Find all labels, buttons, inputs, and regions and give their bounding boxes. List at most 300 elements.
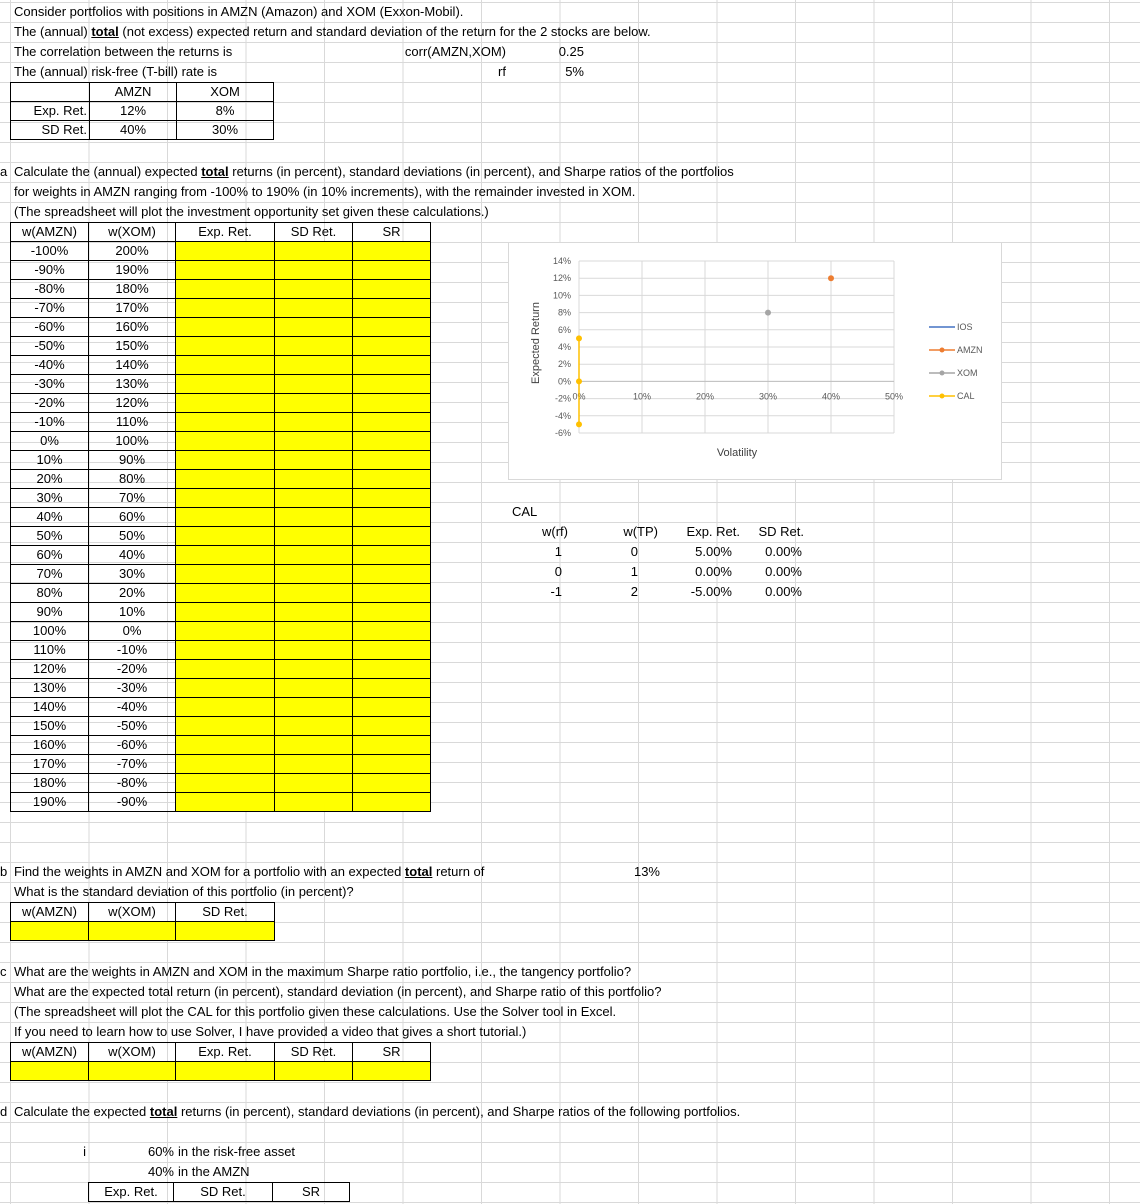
w-amzn-cell[interactable]: -70% [11,299,89,318]
w-amzn-cell[interactable]: 160% [11,736,89,755]
w-xom-cell[interactable]: -40% [89,698,176,717]
weights-row [11,318,431,337]
part-c-header-sr: SR [353,1043,431,1062]
part-a-line-1-pre: Calculate the (annual) expected [14,164,202,179]
w-xom-cell[interactable]: 80% [89,470,176,489]
sd-ret-answer-cell[interactable] [275,755,353,774]
w-amzn-cell[interactable]: -100% [11,242,89,261]
w-amzn-cell[interactable]: 30% [11,489,89,508]
sr-answer-cell[interactable] [353,641,431,660]
weights-row [11,489,431,508]
exp-ret-answer-cell[interactable] [176,413,275,432]
w-xom-cell[interactable]: 40% [89,546,176,565]
weights-table [10,222,431,812]
part-b-line-2: What is the standard deviation of this portfolio (in percent)? [14,884,354,899]
sd-ret-answer-cell[interactable] [275,546,353,565]
w-xom-cell[interactable]: 160% [89,318,176,337]
cal-header: w(TP) [623,524,658,539]
sd-ret-answer-cell[interactable] [275,584,353,603]
part-d-line-1-post: returns (in percent), standard deviations (in percent), and Sharpe ratios of the following portfolios. [177,1104,741,1119]
chart-y-tick-label: 4% [557,342,571,352]
weights-row [11,470,431,489]
w-amzn-cell[interactable]: -20% [11,394,89,413]
part-d-table [88,1182,350,1202]
exp-ret-answer-cell[interactable] [176,394,275,413]
w-xom-cell[interactable]: 190% [89,261,176,280]
sd-ret-answer-cell[interactable] [275,603,353,622]
sd-ret-answer-cell[interactable] [275,242,353,261]
sr-answer-cell[interactable] [353,793,431,812]
w-xom-cell[interactable]: -70% [89,755,176,774]
sd-ret-answer-cell[interactable] [275,337,353,356]
part-c-header-exp-ret: Exp. Ret. [176,1043,275,1062]
sd-ret-answer-cell[interactable] [275,736,353,755]
cal-cell[interactable]: 0 [554,564,562,579]
w-xom-cell[interactable]: 0% [89,622,176,641]
ios-chart [508,242,1002,480]
weights-row [11,375,431,394]
part-c-answer-exp-ret[interactable] [176,1062,275,1081]
ios-chart-svg [509,243,1001,479]
cal-cell[interactable]: 0.00% [765,544,802,559]
part-d-header-sr: SR [273,1183,350,1202]
sr-answer-cell[interactable] [353,584,431,603]
weights-row [11,717,431,736]
stock-row-label: SD Ret. [11,121,90,140]
intro-line-1: Consider portfolios with positions in AMZN (Amazon) and XOM (Exxon-Mobil). [14,4,464,19]
sr-answer-cell[interactable] [353,717,431,736]
sr-answer-cell[interactable] [353,470,431,489]
exp-ret-answer-cell[interactable] [176,603,275,622]
exp-ret-answer-cell[interactable] [176,318,275,337]
weights-row [11,394,431,413]
header-w-amzn: w(AMZN) [11,223,89,242]
sr-answer-cell[interactable] [353,755,431,774]
chart-y-ticks [553,256,571,438]
intro-line-2 [14,22,651,42]
point-cal [576,378,582,384]
w-amzn-cell[interactable]: 130% [11,679,89,698]
cal-header: w(rf) [542,524,568,539]
header-sr: SR [353,223,431,242]
w-xom-cell[interactable]: 200% [89,242,176,261]
part-b-target[interactable]: 13% [633,864,660,879]
part-c-header-w-amzn: w(AMZN) [11,1043,89,1062]
w-amzn-cell[interactable]: 10% [11,451,89,470]
part-b-header-sd-ret: SD Ret. [176,903,275,922]
chart-y-tick-label: 14% [552,256,571,266]
exp-ret-answer-cell[interactable] [176,774,275,793]
w-amzn-cell[interactable]: 90% [11,603,89,622]
chart-y-tick-label: 2% [557,359,571,370]
part-d-text-rf: in the risk-free asset [178,1144,296,1159]
w-xom-cell[interactable]: -30% [89,679,176,698]
part-a-line-3: (The spreadsheet will plot the investment opportunity set given these calculations.) [14,204,489,219]
legend-label-cal: CAL [957,391,975,401]
w-xom-cell[interactable]: 10% [89,603,176,622]
sd-ret-answer-cell[interactable] [275,318,353,337]
chart-y-tick-label: 12% [552,273,571,284]
sr-answer-cell[interactable] [353,565,431,584]
w-xom-cell[interactable]: 50% [89,527,176,546]
exp-ret-answer-cell[interactable] [176,356,275,375]
part-c-answer-sr[interactable] [353,1062,431,1081]
w-amzn-cell[interactable]: 190% [11,793,89,812]
exp-ret-answer-cell[interactable] [176,242,275,261]
part-c-table [10,1042,431,1081]
part-c-header-sd-ret: SD Ret. [275,1043,353,1062]
w-amzn-cell[interactable]: 60% [11,546,89,565]
chart-y-label: Expected Return [530,302,542,384]
w-xom-cell[interactable]: 180% [89,280,176,299]
sr-answer-cell[interactable] [353,451,431,470]
corr-value[interactable]: 0.25 [558,44,584,59]
cal-cell[interactable]: 0.00% [765,564,802,579]
part-c-answer-sd-ret[interactable] [275,1062,353,1081]
sr-answer-cell[interactable] [353,508,431,527]
intro-line-2-bold: total [91,24,119,39]
part-d-text-amzn: in the AMZN [178,1164,250,1179]
stock-cell[interactable]: 40% [90,121,177,140]
w-amzn-cell[interactable]: 20% [11,470,89,489]
chart-x-tick-label: 30% [758,391,778,402]
weights-row [11,603,431,622]
part-d-line-1 [14,1102,740,1122]
part-b-line-1-pre: Find the weights in AMZN and XOM for a portfolio with an expected [14,864,405,879]
part-c-header-w-xom: w(XOM) [89,1043,176,1062]
sr-answer-cell[interactable] [353,698,431,717]
sr-answer-cell[interactable] [353,375,431,394]
sd-ret-answer-cell[interactable] [275,432,353,451]
part-d-line-1-bold: total [149,1104,178,1119]
w-amzn-cell[interactable]: -90% [11,261,89,280]
w-amzn-cell[interactable]: 120% [11,660,89,679]
exp-ret-answer-cell[interactable] [176,299,275,318]
exp-ret-answer-cell[interactable] [176,451,275,470]
w-amzn-cell[interactable]: -60% [11,318,89,337]
weights-row [11,413,431,432]
w-amzn-cell[interactable]: -80% [11,280,89,299]
w-amzn-cell[interactable]: 70% [11,565,89,584]
stock-cell[interactable]: 30% [177,121,274,140]
sr-answer-cell[interactable] [353,413,431,432]
w-amzn-cell[interactable]: 140% [11,698,89,717]
sd-ret-answer-cell[interactable] [275,280,353,299]
stock-header-amzn: AMZN [90,83,177,102]
point-cal [576,335,582,341]
cal-cell[interactable]: 5.00% [695,544,732,559]
weights-row [11,508,431,527]
w-amzn-cell[interactable]: 170% [11,755,89,774]
sr-answer-cell[interactable] [353,337,431,356]
weights-row [11,679,431,698]
weights-row [11,698,431,717]
legend-marker-cal [940,394,945,399]
header-w-xom: w(XOM) [89,223,176,242]
w-amzn-cell[interactable]: 50% [11,527,89,546]
exp-ret-answer-cell[interactable] [176,717,275,736]
w-amzn-cell[interactable]: 180% [11,774,89,793]
part-b-answer-w-amzn[interactable] [11,922,89,941]
w-xom-cell[interactable]: 120% [89,394,176,413]
header-exp-ret: Exp. Ret. [176,223,275,242]
w-xom-cell[interactable]: 150% [89,337,176,356]
part-a-line-2: for weights in AMZN ranging from -100% to 190% (in 10% increments), with the remainder invested in XOM. [14,184,636,199]
sd-ret-answer-cell[interactable] [275,660,353,679]
sr-answer-cell[interactable] [353,394,431,413]
part-b-letter: b [0,864,8,879]
part-b-table [10,902,275,941]
sd-ret-answer-cell[interactable] [275,679,353,698]
part-d-pct-amzn[interactable]: 40% [147,1164,174,1179]
exp-ret-answer-cell[interactable] [176,660,275,679]
sr-answer-cell[interactable] [353,280,431,299]
chart-x-label: Volatility [716,447,758,459]
exp-ret-answer-cell[interactable] [176,489,275,508]
cal-cell[interactable]: -5.00% [690,584,732,599]
sd-ret-answer-cell[interactable] [275,489,353,508]
part-c-line-2: What are the expected total return (in percent), standard deviation (in percent), and Sharpe ratio of this portfolio? [14,984,662,999]
sd-ret-answer-cell[interactable] [275,641,353,660]
stock-cell[interactable]: 8% [177,102,274,121]
part-d-item-i: i [83,1144,86,1159]
weights-row [11,584,431,603]
weights-row [11,337,431,356]
part-c-line-4: If you need to learn how to use Solver, I have provided a video that gives a short tutorial.) [14,1024,527,1039]
w-xom-cell[interactable]: 130% [89,375,176,394]
w-xom-cell[interactable]: -50% [89,717,176,736]
exp-ret-answer-cell[interactable] [176,698,275,717]
part-b-line-1-post: return of [432,864,485,879]
w-amzn-cell[interactable]: 110% [11,641,89,660]
weights-row [11,622,431,641]
chart-y-tick-label: 6% [557,324,571,335]
sd-ret-answer-cell[interactable] [275,527,353,546]
sd-ret-answer-cell[interactable] [275,451,353,470]
exp-ret-answer-cell[interactable] [176,622,275,641]
weights-row [11,261,431,280]
cal-cell[interactable]: 0 [630,544,638,559]
sr-answer-cell[interactable] [353,679,431,698]
w-amzn-cell[interactable]: 150% [11,717,89,736]
sd-ret-answer-cell[interactable] [275,394,353,413]
sd-ret-answer-cell[interactable] [275,717,353,736]
chart-y-tick-label: 0% [557,376,571,387]
point-xom [765,310,771,316]
sd-ret-answer-cell[interactable] [275,565,353,584]
part-a-letter: a [0,164,8,179]
sd-ret-answer-cell[interactable] [275,470,353,489]
header-sd-ret: SD Ret. [275,223,353,242]
intro-line-2-pre: The (annual) [14,24,92,39]
sr-answer-cell[interactable] [353,546,431,565]
part-c-letter: c [0,964,7,979]
corr-label: The correlation between the returns is [14,44,233,59]
weights-row [11,280,431,299]
sr-answer-cell[interactable] [353,299,431,318]
chart-x-tick-label: 40% [821,391,841,402]
sd-ret-answer-cell[interactable] [275,375,353,394]
sr-answer-cell[interactable] [353,432,431,451]
exp-ret-answer-cell[interactable] [176,565,275,584]
sd-ret-answer-cell[interactable] [275,698,353,717]
weights-body [11,242,431,812]
sr-answer-cell[interactable] [353,774,431,793]
w-xom-cell[interactable]: 100% [89,432,176,451]
point-cal [576,421,582,427]
w-xom-cell[interactable]: -20% [89,660,176,679]
w-xom-cell[interactable]: 90% [89,451,176,470]
weights-row [11,736,431,755]
cal-cell[interactable]: -1 [550,584,562,599]
weights-row [11,793,431,812]
weights-row [11,242,431,261]
chart-y-tick-label: -4% [554,410,571,421]
stock-header-xom: XOM [177,83,274,102]
w-xom-cell[interactable]: 140% [89,356,176,375]
legend-marker-amzn [940,348,945,353]
sr-answer-cell[interactable] [353,489,431,508]
exp-ret-answer-cell[interactable] [176,375,275,394]
sd-ret-answer-cell[interactable] [275,508,353,527]
exp-ret-answer-cell[interactable] [176,337,275,356]
exp-ret-answer-cell[interactable] [176,546,275,565]
sd-ret-answer-cell[interactable] [275,793,353,812]
chart-x-tick-label: 20% [695,391,715,402]
part-d-header-sd-ret: SD Ret. [174,1183,273,1202]
sr-answer-cell[interactable] [353,261,431,280]
rf-label: The (annual) risk-free (T-bill) rate is [14,64,217,79]
weights-row [11,546,431,565]
exp-ret-answer-cell[interactable] [176,793,275,812]
w-amzn-cell[interactable]: -40% [11,356,89,375]
part-c-line-1: What are the weights in AMZN and XOM in the maximum Sharpe ratio portfolio, i.e., the tangency portfolio? [14,964,632,979]
sr-answer-cell[interactable] [353,356,431,375]
sd-ret-answer-cell[interactable] [275,356,353,375]
sr-answer-cell[interactable] [353,736,431,755]
chart-grid [579,261,894,433]
cal-cell[interactable]: 2 [630,584,638,599]
weights-row [11,432,431,451]
part-d-letter: d [0,1104,8,1119]
w-amzn-cell[interactable]: -50% [11,337,89,356]
stock-cell[interactable]: 12% [90,102,177,121]
part-d-pct-rf[interactable]: 60% [147,1144,174,1159]
exp-ret-answer-cell[interactable] [176,508,275,527]
exp-ret-answer-cell[interactable] [176,527,275,546]
point-amzn [828,275,834,281]
exp-ret-answer-cell[interactable] [176,641,275,660]
part-b-line-1 [14,862,484,882]
w-xom-cell[interactable]: 110% [89,413,176,432]
weights-row [11,565,431,584]
rf-value[interactable]: 5% [565,64,584,79]
intro-line-2-post: (not excess) expected return and standard deviation of the return for the 2 stocks are below. [118,24,651,39]
weights-row [11,299,431,318]
cal-cell[interactable]: 1 [554,544,562,559]
w-amzn-cell[interactable]: -10% [11,413,89,432]
part-b-header-w-amzn: w(AMZN) [11,903,89,922]
weights-row [11,755,431,774]
stock-table [10,82,274,140]
part-b-answer-sd-ret[interactable] [176,922,275,941]
chart-x-tick-label: 10% [632,391,652,402]
sr-answer-cell[interactable] [353,527,431,546]
sr-answer-cell[interactable] [353,603,431,622]
sr-answer-cell[interactable] [353,622,431,641]
exp-ret-answer-cell[interactable] [176,736,275,755]
stock-row-label: Exp. Ret. [11,102,90,121]
part-c-answer-w-amzn[interactable] [11,1062,89,1081]
chart-y-tick-label: 10% [552,290,571,301]
w-xom-cell[interactable]: 70% [89,489,176,508]
exp-ret-answer-cell[interactable] [176,755,275,774]
cal-cell[interactable]: 0.00% [765,584,802,599]
cal-cell[interactable]: 1 [630,564,638,579]
part-a-line-1 [14,162,734,182]
exp-ret-answer-cell[interactable] [176,280,275,299]
w-xom-cell[interactable]: 20% [89,584,176,603]
w-amzn-cell[interactable]: 0% [11,432,89,451]
exp-ret-answer-cell[interactable] [176,432,275,451]
sd-ret-answer-cell[interactable] [275,261,353,280]
w-xom-cell[interactable]: -80% [89,774,176,793]
sr-answer-cell[interactable] [353,242,431,261]
chart-x-tick-label: 0% [572,391,586,402]
sr-answer-cell[interactable] [353,318,431,337]
part-c-line-3: (The spreadsheet will plot the CAL for this portfolio given these calculations. Use the Solver tool in Excel. [14,1004,617,1019]
exp-ret-answer-cell[interactable] [176,261,275,280]
w-amzn-cell[interactable]: 80% [11,584,89,603]
part-a-line-1-bold: total [201,164,229,179]
weights-row [11,527,431,546]
chart-y-tick-label: -2% [554,393,571,404]
chart-x-ticks [572,391,903,401]
w-amzn-cell[interactable]: 100% [11,622,89,641]
exp-ret-answer-cell[interactable] [176,584,275,603]
cal-cell[interactable]: 0.00% [695,564,732,579]
w-xom-cell[interactable]: -10% [89,641,176,660]
sd-ret-answer-cell[interactable] [275,299,353,318]
w-xom-cell[interactable]: -60% [89,736,176,755]
chart-y-tick-label: 8% [557,307,571,318]
sd-ret-answer-cell[interactable] [275,413,353,432]
w-xom-cell[interactable]: -90% [89,793,176,812]
rf-name: rf [498,64,506,79]
weights-row [11,451,431,470]
part-d-line-1-pre: Calculate the expected [14,1104,150,1119]
part-d-header-exp-ret: Exp. Ret. [89,1183,174,1202]
sd-ret-answer-cell[interactable] [275,622,353,641]
weights-row [11,774,431,793]
sd-ret-answer-cell[interactable] [275,774,353,793]
weights-row [11,356,431,375]
part-c-answer-w-xom[interactable] [89,1062,176,1081]
w-xom-cell[interactable]: 60% [89,508,176,527]
part-b-answer-w-xom[interactable] [89,922,176,941]
w-xom-cell[interactable]: 30% [89,565,176,584]
w-xom-cell[interactable]: 170% [89,299,176,318]
part-b-line-1-bold: total [404,864,433,879]
w-amzn-cell[interactable]: 40% [11,508,89,527]
chart-x-tick-label: 50% [884,391,904,402]
exp-ret-answer-cell[interactable] [176,679,275,698]
w-amzn-cell[interactable]: -30% [11,375,89,394]
sr-answer-cell[interactable] [353,660,431,679]
legend-label-amzn: AMZN [957,345,983,355]
weights-row [11,660,431,679]
exp-ret-answer-cell[interactable] [176,470,275,489]
